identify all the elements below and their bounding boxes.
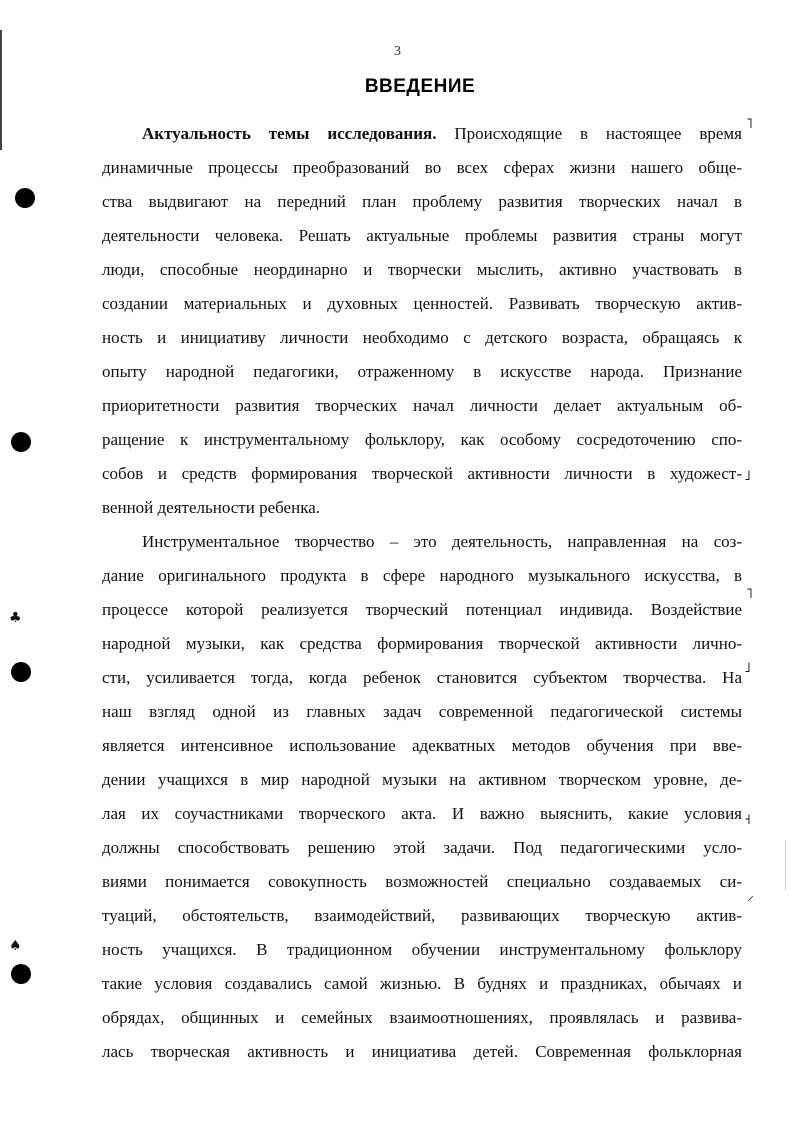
page-title: ВВЕДЕНИЕ (364, 76, 476, 97)
punch-hole (11, 662, 31, 682)
paragraph-line: народной музыки, как средства формирования творческой активности лично- (102, 634, 742, 653)
paragraph-line: туаций, обстоятельств, взаимодействий, развивающих творческую актив- (102, 906, 742, 925)
paragraph-line: виями понимается совокупность возможностей специально создаваемых си- (102, 872, 742, 891)
margin-mark: ˩ (744, 660, 751, 676)
margin-mark: ˥ (746, 116, 753, 132)
paragraph-line: является интенсивное использование адекватных методов обучения при вве- (102, 736, 742, 755)
paragraph-line: сти, усиливается тогда, когда ребенок становится субъектом творчества. На (102, 668, 742, 687)
paragraph-line: лась творческая активность и инициатива детей. Современная фольклорная (102, 1042, 742, 1061)
punch-hole (15, 188, 35, 208)
paragraph-line: ность и инициативу личности необходимо с детского возраста, обращаясь к (102, 328, 742, 347)
margin-mark: ˩ (744, 468, 751, 484)
punch-hole (11, 432, 31, 452)
paragraph-line: приоритетности развития творческих начал личности делает актуальным об- (102, 396, 742, 415)
paragraph-line: создании материальных и духовных ценностей. Развивать творческую актив- (102, 294, 742, 313)
paragraph-line: ства выдвигают на передний план проблему развития творческих начал в (102, 192, 742, 211)
margin-mark: ˧ (744, 812, 751, 828)
paragraph-line: должны способствовать решению этой задачи. Под педагогическими усло- (102, 838, 742, 857)
punch-hole (11, 964, 31, 984)
paragraph-line: процессе которой реализуется творческий потенциал индивида. Воздействие (102, 600, 742, 619)
paragraph-line: собов и средств формирования творческой активности личности в художест- (102, 464, 742, 483)
paragraph-line (142, 118, 742, 150)
paragraph-line: Инструментальное творчество – это деятельность, направленная на соз- (142, 532, 742, 551)
paragraph-line: дении учащихся в мир народной музыки на активном творческом уровне, де- (102, 770, 742, 789)
paragraph-line: ность учащихся. В традиционном обучении инструментальному фольклору (102, 940, 742, 959)
margin-mark: ˥ (746, 586, 753, 602)
line-text: Происходящие в настоящее время (436, 124, 742, 143)
binder-clip-mark: ♠ (9, 938, 22, 954)
binder-clip-mark: ♣ (9, 610, 22, 626)
paragraph-line: венной деятельности ребенка. (102, 498, 320, 517)
paragraph-line: опыту народной педагогики, отраженному в искусстве народа. Признание (102, 362, 742, 381)
paragraph-line: наш взгляд одной из главных задач современной педагогической системы (102, 702, 742, 721)
paragraph-line: деятельности человека. Решать актуальные проблемы развития страны могут (102, 226, 742, 245)
lead-heading: Актуальность темы исследования. (142, 124, 437, 143)
paragraph-line: лая их соучастниками творческого акта. И важно выяснить, какие условия (102, 804, 742, 823)
paragraph-line: обрядах, общинных и семейных взаимоотношениях, проявлялась и развива- (102, 1008, 742, 1027)
page-number: 3 (394, 44, 401, 59)
paragraph-line: динамичные процессы преобразований во всех сферах жизни нашего обще- (102, 158, 742, 177)
margin-mark: ⸝ (747, 888, 754, 904)
scan-speck (785, 840, 786, 890)
paragraph-line: такие условия создавались самой жизнью. В буднях и праздниках, обычаях и (102, 974, 742, 993)
paragraph-line: люди, способные неординарно и творчески мыслить, активно участвовать в (102, 260, 742, 279)
paragraph-line: ращение к инструментальному фольклору, как особому сосредоточению спо- (102, 430, 742, 449)
paragraph-line: дание оригинального продукта в сфере народного музыкального искусства, в (102, 566, 742, 585)
